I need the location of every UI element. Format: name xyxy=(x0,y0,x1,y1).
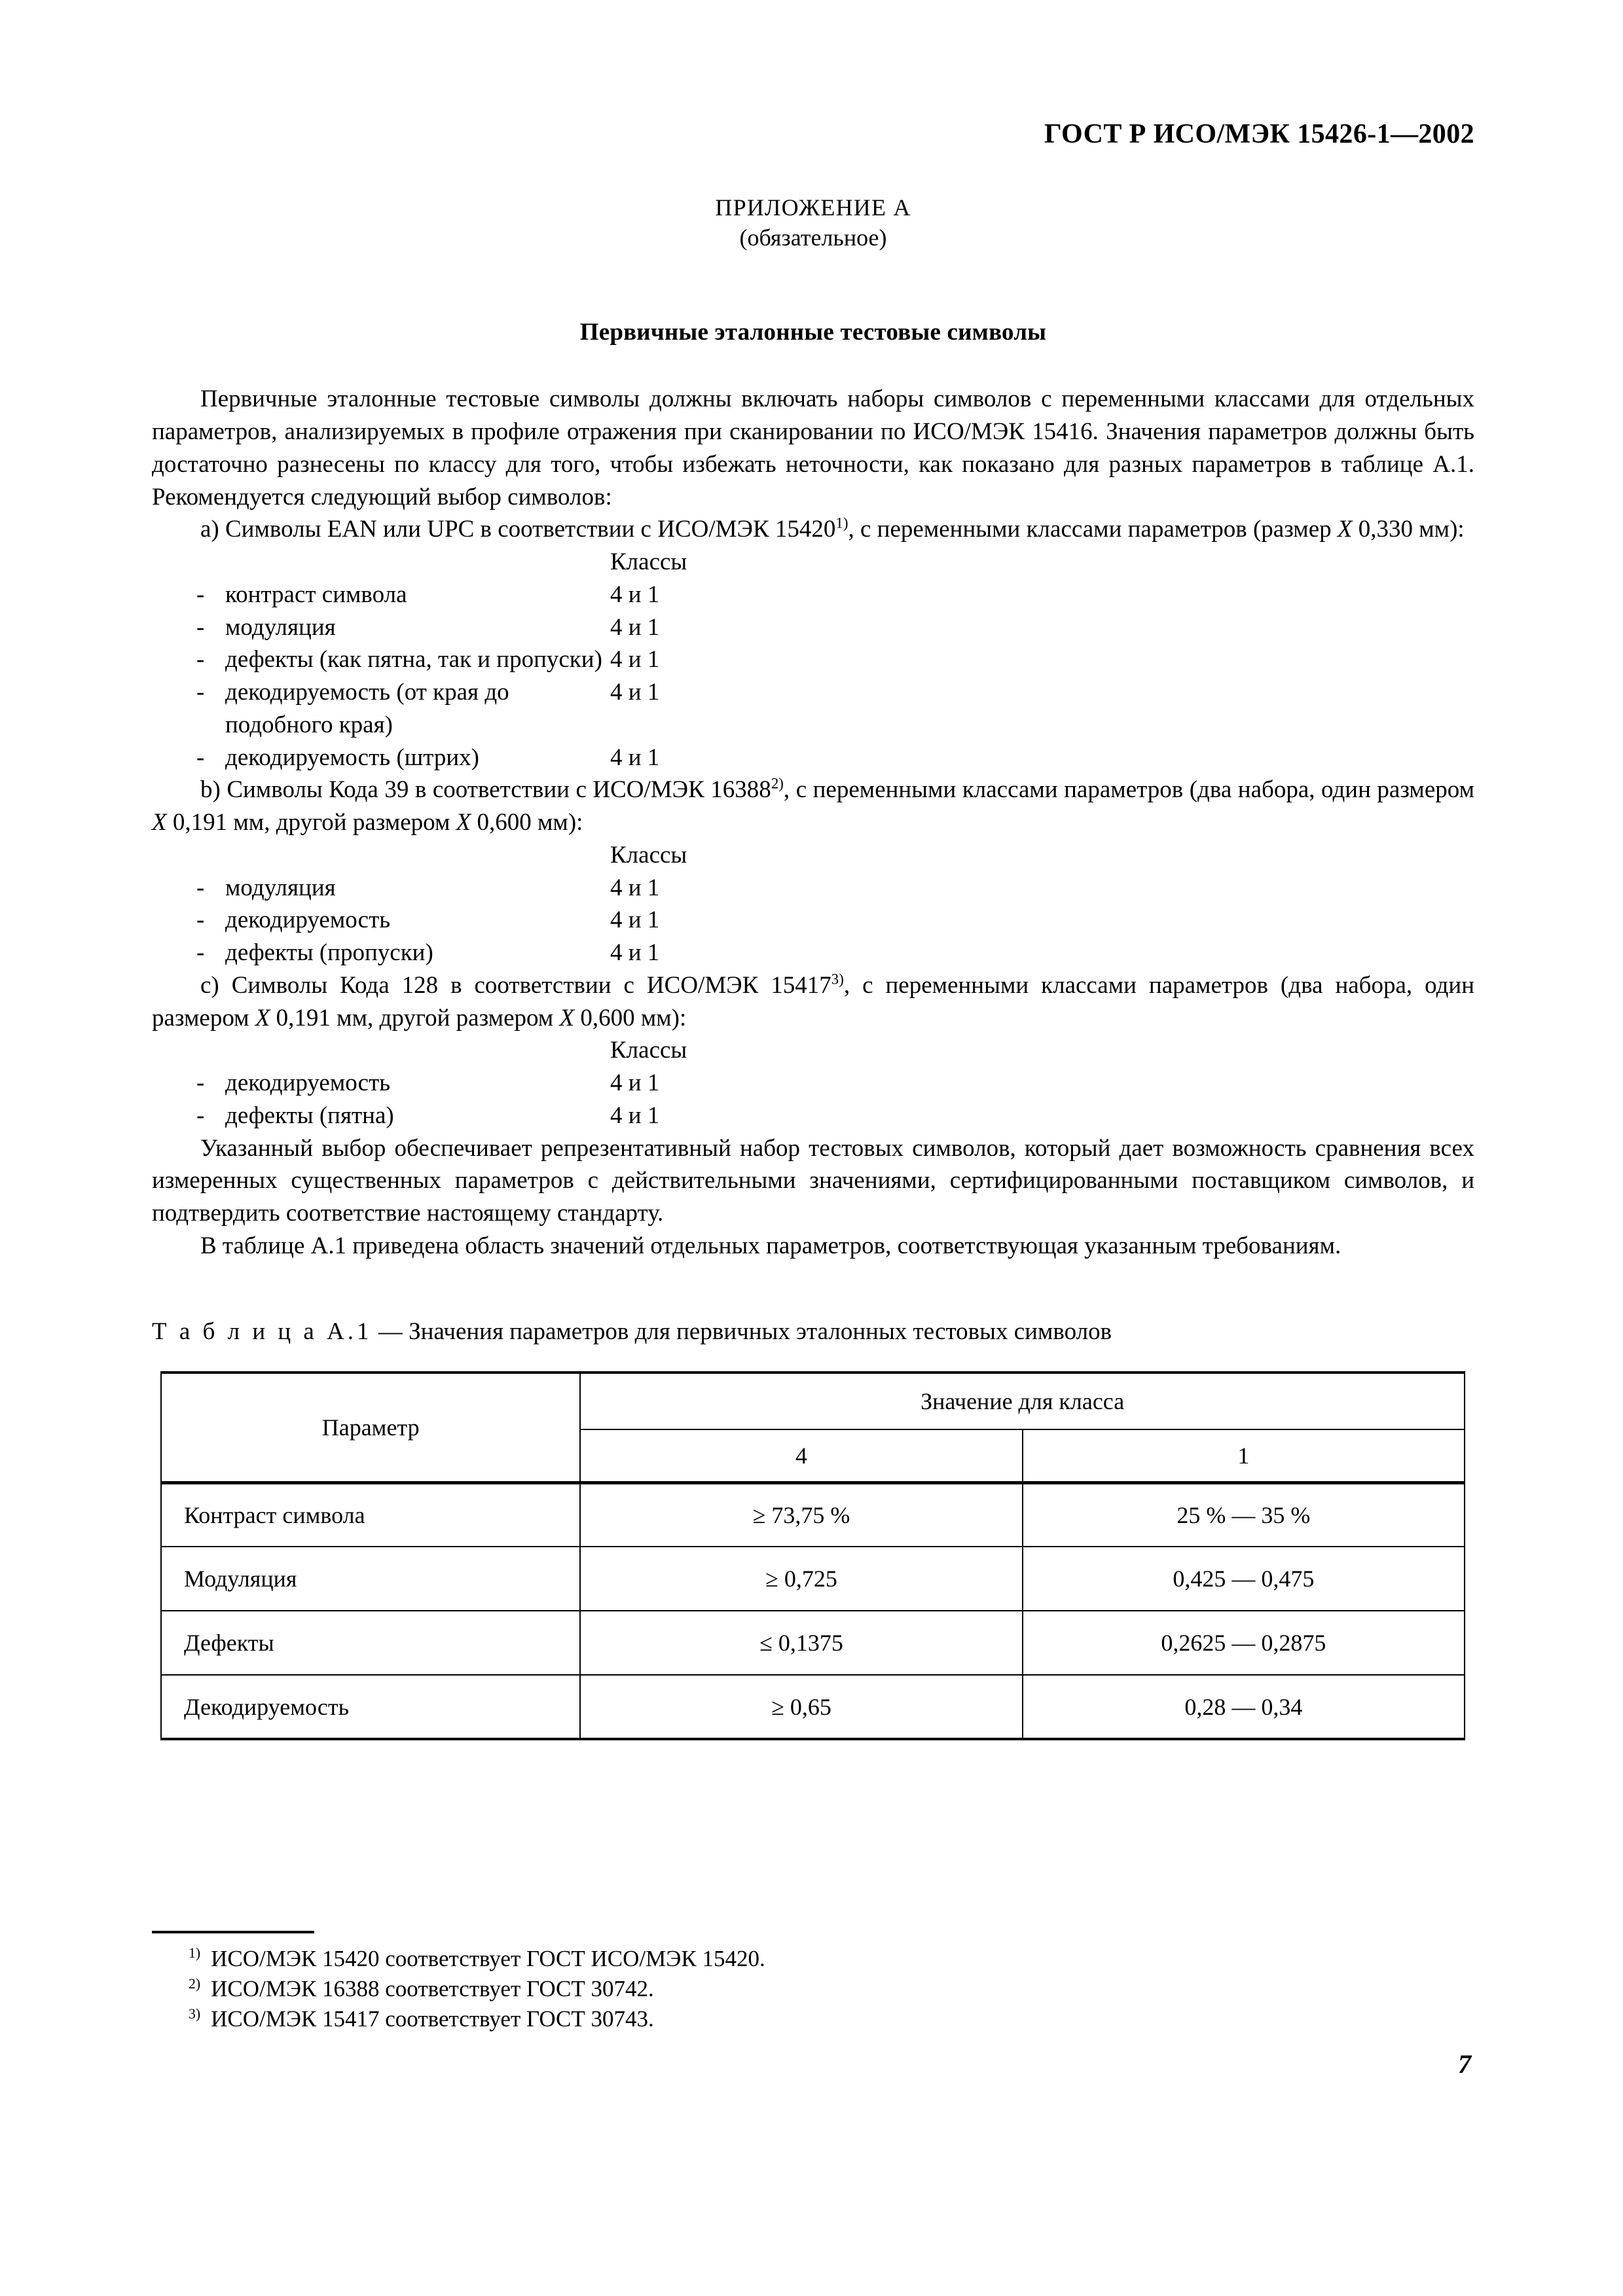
item-c-text-post: , с переменными классами параметров (два набора, один размером xyxy=(152,971,1474,1031)
annex-heading xyxy=(152,192,1474,253)
list-bullet: - xyxy=(196,906,205,934)
document-header xyxy=(152,0,1474,149)
list-bullet: - xyxy=(196,1069,205,1097)
column-header-class-group: Значение для класса xyxy=(580,1372,1465,1429)
cell-parameter: Модуляция xyxy=(161,1547,580,1611)
item-b-text-tail: 0,600 мм): xyxy=(471,809,583,836)
intro-paragraph: Первичные эталонные тестовые символы должны включать наборы символов с переменными классами для отдельных параметров, анализируемых в профиле отражения при сканировании по ИСО/МЭК 15416. Значения параметров должны быть достаточно разнесены по классу для того, чтобы избежать неточности, как показано для разных параметров в таблице А.1. Рекомендуется следующий выбор символов: xyxy=(152,386,1474,511)
footnote-item xyxy=(152,1974,1474,2004)
class-list-b-header xyxy=(152,839,1474,872)
class-head-spacer-a xyxy=(152,546,610,579)
list-bullet: - xyxy=(196,581,205,608)
item-b-text-post: , с переменными классами параметров (два набора, один размером xyxy=(783,776,1474,804)
class-head-spacer-b xyxy=(152,839,610,872)
list-item-label: дефекты (пятна) xyxy=(225,1102,394,1129)
footnote-marker: 1) xyxy=(189,1945,201,1962)
item-c-text-tail: 0,600 мм): xyxy=(574,1004,687,1031)
section-title: Первичные эталонные тестовые символы xyxy=(579,319,1047,346)
cell-parameter: Декодируемость xyxy=(161,1675,580,1739)
class-list-b xyxy=(152,839,1474,969)
item-c-text-pre: с) Символы Кода 128 в соответствии с ИСО/МЭК 15417 xyxy=(200,971,831,999)
class-heading-a: Классы xyxy=(610,548,687,576)
list-bullet: - xyxy=(196,646,205,673)
list-item xyxy=(152,676,1474,742)
cell-class1-value: 0,28 — 0,34 xyxy=(1023,1675,1465,1739)
list-item-label: декодируемость (штрих) xyxy=(225,744,479,771)
cell-class1-value: 0,425 — 0,475 xyxy=(1023,1547,1465,1611)
footnote-marker: 2) xyxy=(189,1975,201,1992)
list-item xyxy=(152,1067,1474,1100)
item-b-text-mid: 0,191 мм, другой размером xyxy=(166,809,456,836)
list-item-value: 4 и 1 xyxy=(610,646,660,673)
list-bullet: - xyxy=(196,679,205,706)
table-header-row-1 xyxy=(161,1372,1465,1429)
cell-class4-value: ≥ 0,65 xyxy=(580,1675,1022,1739)
cell-parameter: Контраст символа xyxy=(161,1482,580,1547)
table-caption-label: Т а б л и ц а А.1 xyxy=(152,1318,373,1345)
class-list-c xyxy=(152,1034,1474,1132)
list-bullet: - xyxy=(196,874,205,901)
list-item-value: 4 и 1 xyxy=(610,581,660,608)
list-bullet: - xyxy=(196,1102,205,1129)
table-row xyxy=(161,1547,1465,1611)
list-bullet: - xyxy=(196,744,205,771)
footnote-item xyxy=(152,1944,1474,1974)
list-item xyxy=(152,643,1474,676)
list-item-value: 4 и 1 xyxy=(610,613,660,641)
list-item xyxy=(152,611,1474,644)
column-header-parameter: Параметр xyxy=(161,1372,580,1483)
item-a-x-symbol: X xyxy=(1337,516,1353,543)
item-c-text-mid: 0,191 мм, другой размером xyxy=(270,1004,560,1031)
cell-class4-value: ≥ 73,75 % xyxy=(580,1482,1022,1547)
list-item-value: 4 и 1 xyxy=(610,1102,660,1129)
footnote-text: ИСО/МЭК 15417 соответствует ГОСТ 30743. xyxy=(211,2006,654,2032)
item-c-x-symbol-2: X xyxy=(559,1004,575,1031)
footnote-area xyxy=(152,1931,1474,2035)
footnote-marker: 3) xyxy=(189,2005,201,2022)
list-item-b-paragraph xyxy=(152,774,1474,839)
standard-number: ГОСТ Р ИСО/МЭК 15426-1—2002 xyxy=(1044,119,1474,149)
list-item-label: контраст символа xyxy=(225,581,407,608)
class-heading-b: Классы xyxy=(610,841,687,869)
list-item-a-paragraph xyxy=(152,513,1474,546)
cell-class1-value: 25 % — 35 % xyxy=(1023,1482,1465,1547)
table-caption xyxy=(152,1316,1474,1348)
annex-status: (обязательное) xyxy=(739,224,887,251)
column-header-class-1: 1 xyxy=(1023,1429,1465,1483)
item-a-text-tail: 0,330 мм): xyxy=(1352,516,1465,543)
list-item xyxy=(152,742,1474,774)
list-item xyxy=(152,872,1474,905)
list-item-label: модуляция xyxy=(225,613,336,641)
list-item-value: 4 и 1 xyxy=(610,679,660,706)
list-item-value: 4 и 1 xyxy=(610,939,660,967)
table-caption-text: — Значения параметров для первичных эталонных тестовых символов xyxy=(372,1318,1112,1345)
list-item-label: декодируемость xyxy=(225,906,391,934)
list-bullet: - xyxy=(196,613,205,641)
cell-class1-value: 0,2625 — 0,2875 xyxy=(1023,1611,1465,1675)
footnote-ref-2: 2) xyxy=(771,776,784,793)
table-body xyxy=(161,1482,1465,1739)
item-c-x-symbol-1: X xyxy=(255,1004,270,1031)
list-item-label: декодируемость (от края до подобного края) xyxy=(225,679,509,738)
footnote-item xyxy=(152,2004,1474,2034)
parameters-table xyxy=(160,1371,1465,1741)
list-item xyxy=(152,1100,1474,1132)
footnote-text: ИСО/МЭК 16388 соответствует ГОСТ 30742. xyxy=(211,1976,654,2002)
list-item-label: модуляция xyxy=(225,874,336,901)
footnote-ref-3: 3) xyxy=(831,971,844,988)
class-list-c-header xyxy=(152,1034,1474,1067)
cell-parameter: Дефекты xyxy=(161,1611,580,1675)
column-header-class-4: 4 xyxy=(580,1429,1022,1483)
list-item-value: 4 и 1 xyxy=(610,874,660,901)
class-list-a-header xyxy=(152,546,1474,579)
item-b-x-symbol-1: X xyxy=(152,809,167,836)
item-b-text-pre: b) Символы Кода 39 в соответствии с ИСО/МЭК 16388 xyxy=(200,776,771,804)
list-item-c-paragraph xyxy=(152,969,1474,1035)
footnote-ref-1: 1) xyxy=(835,515,848,532)
footnote-separator-rule xyxy=(152,1931,314,1933)
table-head xyxy=(161,1372,1465,1483)
list-item-label: декодируемость xyxy=(225,1069,391,1097)
page-number: 7 xyxy=(1458,2049,1471,2079)
list-item xyxy=(152,937,1474,969)
table-reference-paragraph: В таблице А.1 приведена область значений отдельных параметров, соответствующая указанным требованиям. xyxy=(200,1232,1341,1259)
list-item-label: дефекты (как пятна, так и пропуски) xyxy=(225,646,602,673)
list-item xyxy=(152,904,1474,937)
table-row xyxy=(161,1482,1465,1547)
list-item xyxy=(152,579,1474,611)
class-heading-c: Классы xyxy=(610,1037,687,1064)
list-item-value: 4 и 1 xyxy=(610,906,660,934)
summary-paragraph: Указанный выбор обеспечивает репрезентативный набор тестовых символов, который дает возможность сравнения всех измеренных существенных параметров с действительными значениями, сертифицированными поставщиком символов, и подтвердить соответствие настоящему стандарту. xyxy=(152,1134,1474,1227)
item-a-text-pre: а) Символы EAN или UPC в соответствии с ИСО/МЭК 15420 xyxy=(200,516,836,543)
class-head-spacer-c xyxy=(152,1034,610,1067)
page-content xyxy=(152,0,1474,1740)
footnote-text: ИСО/МЭК 15420 соответствует ГОСТ ИСО/МЭК 15420. xyxy=(211,1946,765,1971)
item-b-x-symbol-2: X xyxy=(456,809,471,836)
class-list-a xyxy=(152,546,1474,774)
table-row xyxy=(161,1675,1465,1739)
cell-class4-value: ≤ 0,1375 xyxy=(580,1611,1022,1675)
list-item-value: 4 и 1 xyxy=(610,1069,660,1097)
list-bullet: - xyxy=(196,939,205,967)
list-item-value: 4 и 1 xyxy=(610,744,660,771)
item-a-text-post: , с переменными классами параметров (размер xyxy=(848,516,1338,543)
table-row xyxy=(161,1611,1465,1675)
cell-class4-value: ≥ 0,725 xyxy=(580,1547,1022,1611)
list-item-label: дефекты (пропуски) xyxy=(225,939,433,967)
annex-name: ПРИЛОЖЕНИЕ А xyxy=(715,194,911,221)
